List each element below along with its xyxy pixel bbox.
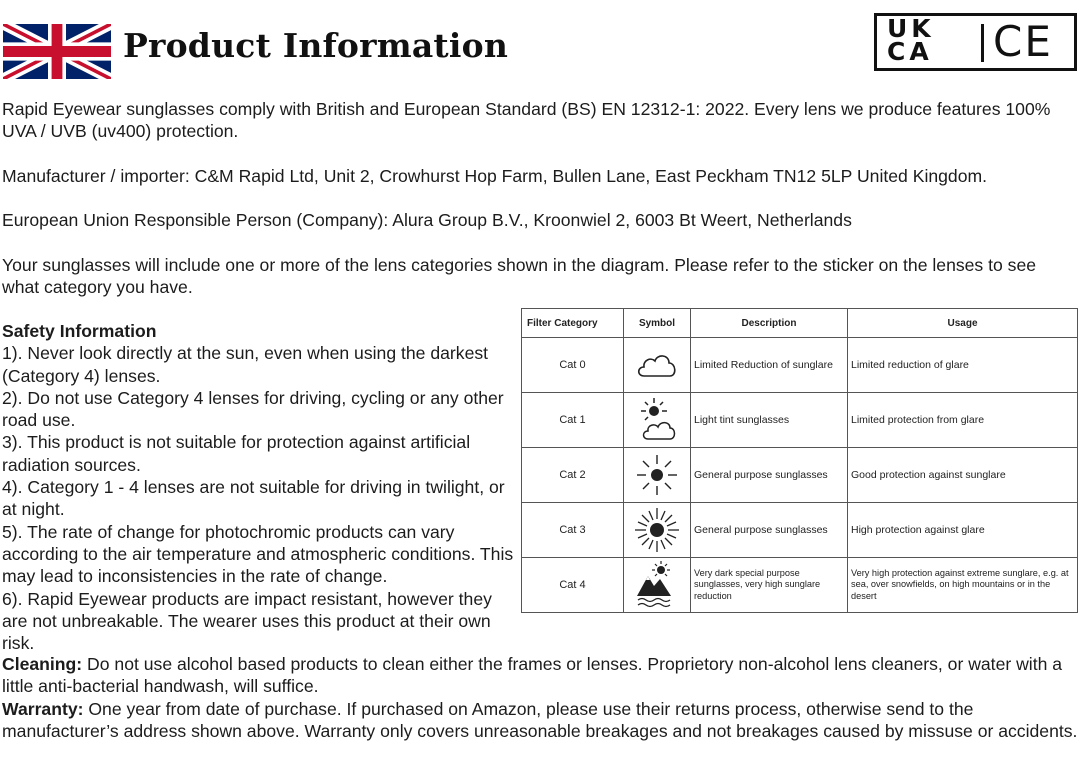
row-category: Cat 1 (522, 393, 624, 448)
row-description: Limited Reduction of sunglare (691, 338, 848, 393)
ce-mark: CE (993, 17, 1053, 66)
safety-item: 2). Do not use Category 4 lenses for driving, cycling or any other road use. (2, 387, 504, 431)
sun-mountain-sea-icon (634, 560, 680, 610)
header-description: Description (691, 309, 848, 338)
row-description: General purpose sunglasses (691, 448, 848, 503)
ukca-ce-mark (874, 13, 1077, 71)
safety-item: 6). Rapid Eyewear products are impact resistant, however they are not unbreakable. The wearer uses this product at their own risk. (2, 588, 492, 654)
row-category: Cat 3 (522, 503, 624, 558)
table-row (522, 338, 1078, 393)
table-row (522, 503, 1078, 558)
safety-heading: Safety Information (2, 321, 157, 341)
table-header-row (522, 309, 1078, 338)
header-symbol: Symbol (624, 309, 691, 338)
row-category: Cat 4 (522, 558, 624, 613)
cloud-icon (634, 348, 680, 382)
row-usage: Very high protection against extreme sunglare, e.g. at sea, over snowfields, on high mountains or in the desert (848, 558, 1078, 613)
safety-item: 5). The rate of change for photochromic products can vary according to the air temperature and atmospheric conditions. This may lead to inconsistencies in the rate of change. (2, 521, 514, 587)
symbol-cell (624, 338, 691, 393)
safety-item: 1). Never look directly at the sun, even when using the darkest (Category 4) lenses. (2, 343, 489, 386)
symbol-cell (624, 558, 691, 613)
cleaning-warranty-section (2, 653, 1078, 742)
page-title: Product Information (123, 26, 509, 65)
row-description: Very dark special purpose sunglasses, very high sunglare reduction (691, 558, 848, 613)
union-flag-icon (3, 24, 111, 79)
row-usage: Limited protection from glare (848, 393, 1078, 448)
table-row (522, 393, 1078, 448)
table-row (522, 558, 1078, 613)
row-category: Cat 0 (522, 338, 624, 393)
warranty-label: Warranty: (2, 698, 84, 719)
ukca-mark: UK CA (887, 14, 935, 66)
safety-item: 4). Category 1 - 4 lenses are not suitable for driving in twilight, or at night. (2, 477, 505, 520)
standard-paragraph: Rapid Eyewear sunglasses comply with British and European Standard (BS) EN 12312-1: 2022. Every lens we produce features 100% UVA / UVB (uv400) protection. (2, 99, 1051, 142)
cleaning-text: Do not use alcohol based products to clean either the frames or lenses. Proprietory non-alcohol lens cleaners, or water with a little anti-bacterial handwash, will suffice. (2, 654, 1063, 697)
symbol-cell (624, 503, 691, 558)
warranty-text: One year from date of purchase. If purchased on Amazon, please use their returns process, otherwise send to the manufacturer’s address shown above. Warranty only covers unreasonable breakages and not breakages caused by missuse or accidents. (2, 698, 1078, 741)
header-filter-category: Filter Category (522, 309, 624, 338)
symbol-cell (624, 448, 691, 503)
bright-sun-icon (634, 506, 680, 554)
row-category: Cat 2 (522, 448, 624, 503)
manufacturer-paragraph: Manufacturer / importer: C&M Rapid Ltd, Unit 2, Crowhurst Hop Farm, Bullen Lane, East Peckham TN12 5LP United Kingdom. (2, 166, 988, 186)
eu-responsible-paragraph: European Union Responsible Person (Company): Alura Group B.V., Kroonwiel 2, 6003 Bt Weert, Netherlands (2, 210, 852, 230)
safety-item: 3). This product is not suitable for protection against artificial radiation sources. (2, 432, 471, 475)
sun-icon (634, 451, 680, 499)
row-usage: Good protection against sunglare (848, 448, 1078, 503)
row-usage: Limited reduction of glare (848, 338, 1078, 393)
sun-behind-cloud-icon (634, 396, 680, 444)
table-row (522, 448, 1078, 503)
row-description: Light tint sunglasses (691, 393, 848, 448)
row-description: General purpose sunglasses (691, 503, 848, 558)
cleaning-paragraph (2, 653, 1078, 698)
row-usage: High protection against glare (848, 503, 1078, 558)
lens-category-table (521, 308, 1078, 613)
cleaning-label: Cleaning: (2, 654, 83, 674)
mark-divider (981, 24, 984, 62)
symbol-cell (624, 393, 691, 448)
warranty-paragraph (2, 698, 1078, 743)
header-usage: Usage (848, 309, 1078, 338)
categories-paragraph: Your sunglasses will include one or more of the lens categories shown in the diagram. Please refer to the sticker on the lenses to see what category you have. (2, 255, 1037, 298)
safety-information (2, 320, 514, 654)
